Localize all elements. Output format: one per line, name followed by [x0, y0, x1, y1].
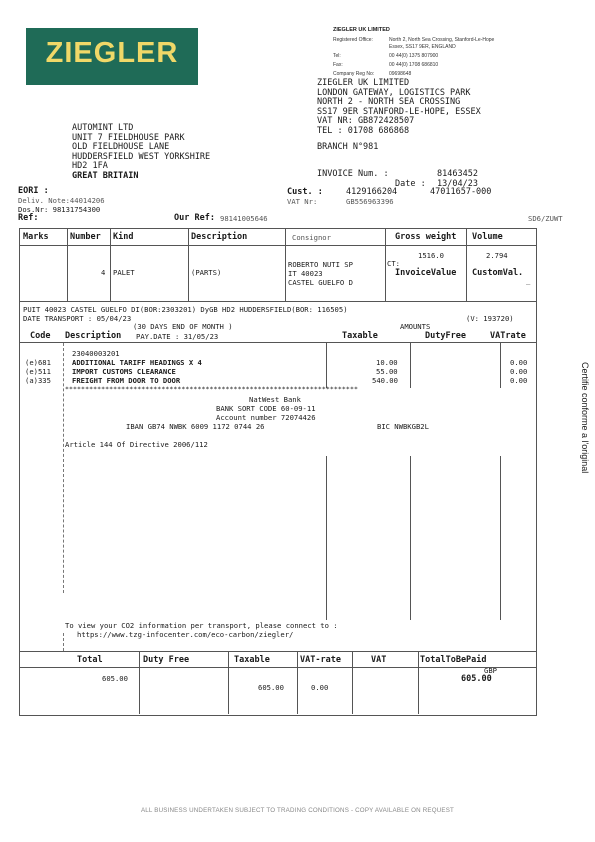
divider	[410, 343, 411, 388]
address-line: NORTH 2 - NORTH SEA CROSSING	[317, 97, 461, 108]
col-marks: Marks	[23, 232, 49, 242]
bank-account: Account number 72074426	[216, 413, 316, 422]
cust-number: 4129166204	[346, 187, 398, 197]
doc-code: SD6/ZUWT	[528, 214, 563, 223]
vat-label: VAT Nr:	[287, 197, 318, 206]
company-header-name: ZIEGLER UK LIMITED	[333, 27, 390, 33]
goods-description: (PARTS)	[191, 268, 222, 277]
taxable-total-value: 605.00	[258, 683, 284, 692]
currency-label: GBP	[484, 666, 497, 675]
divider	[285, 229, 286, 301]
divider	[20, 245, 536, 246]
company-detail-label: Registered Office:	[333, 37, 373, 43]
divider	[326, 343, 327, 388]
taxable-header: Taxable	[234, 655, 270, 665]
volume-value: 2.794	[486, 251, 508, 260]
total-value: 605.00	[102, 674, 128, 683]
consignor-line: ROBERTO NUTI SP	[288, 260, 353, 269]
line-description: IMPORT CUSTOMS CLEARANCE	[72, 367, 176, 376]
address-line: SS17 9ER STANFORD-LE-HOPE, ESSEX	[317, 106, 481, 117]
invoice-value-label: InvoiceValue	[395, 268, 457, 278]
line-code: (a)335	[25, 376, 51, 385]
company-detail-value: 09698648	[389, 71, 412, 77]
divider	[20, 667, 536, 668]
customs-value-label: CustomVal.	[472, 268, 524, 278]
co2-info: To view your CO2 information per transport, please connect to :	[65, 621, 338, 630]
address-line: LONDON GATEWAY, LOGISTICS PARK	[317, 87, 471, 98]
eori-label: EORI :	[18, 186, 49, 196]
vat-header: VAT	[371, 655, 387, 665]
company-detail-value: North 2, North Sea Crossing, Stanford-Le-Hope	[389, 37, 495, 43]
stars-separator: *************************************************************************	[65, 385, 358, 393]
recipient-line: OLD FIELDHOUSE LANE	[72, 142, 170, 152]
line-vat: 0.00	[510, 367, 528, 376]
line-vat: 0.00	[510, 376, 528, 385]
divider	[228, 652, 229, 714]
payment-terms: (30 DAYS END OF MONTH )	[133, 322, 233, 331]
logo-text: ZIEGLER	[45, 37, 179, 69]
recipient-line: AUTOMINT LTD	[72, 123, 134, 133]
goods-number: 4	[101, 268, 106, 277]
our-ref-label: Our Ref:	[174, 213, 215, 223]
divider	[20, 301, 536, 302]
consignor-line: CASTEL GUELFO D	[288, 278, 353, 287]
divider	[500, 343, 501, 388]
recipient-address	[72, 124, 210, 181]
to-be-paid-header: TotalToBePaid	[420, 655, 487, 665]
company-detail-label: Company Reg No:	[333, 71, 375, 77]
line-code: (e)681	[25, 358, 51, 367]
invoice-date: 13/04/23	[437, 179, 478, 189]
line-taxable: 540.00	[372, 376, 398, 385]
divider	[385, 229, 386, 301]
recipient-line: UNIT 7 FIELDHOUSE PARK	[72, 132, 185, 143]
company-detail-label: Fax:	[333, 62, 343, 68]
line-taxable: 10.00	[376, 358, 398, 367]
invoice-number: 81463452	[437, 169, 478, 179]
divider	[188, 229, 189, 301]
bank-sort-code: BANK SORT CODE 60-09-11	[216, 404, 316, 413]
divider	[110, 229, 111, 301]
cust-label: Cust. :	[287, 187, 323, 197]
company-detail-value: 00 44(0) 1375 807900	[389, 53, 439, 59]
company-detail-value: Essex, SS17 9ER, ENGLAND	[389, 44, 456, 50]
to-be-paid-value: 605.00	[461, 674, 492, 684]
branch-number: BRANCH N°981	[317, 142, 379, 152]
goods-consignor	[288, 260, 353, 287]
vat-rate-header: VAT-rate	[300, 655, 341, 665]
line-taxable: 55.00	[376, 367, 398, 376]
route-line: PUIT 40023 CASTEL GUELFO DI(BOR:2303201) DyGB HD2 HUDDERSFIELD(BOR: 116505)	[23, 305, 348, 314]
col-taxable: Taxable	[342, 331, 378, 341]
address-line: VAT NR: GB872428507	[317, 116, 415, 127]
company-address	[317, 79, 481, 137]
col-description: Description	[191, 232, 248, 242]
ref-label: Ref:	[18, 213, 39, 223]
col-duty-free: DutyFree	[425, 331, 466, 341]
divider	[63, 343, 64, 593]
line-description: ADDITIONAL TARIFF HEADINGS X 4	[72, 358, 202, 367]
total-header: Total	[77, 655, 103, 665]
divider	[466, 229, 467, 301]
invoice-num-label: INVOICE Num. :	[317, 169, 389, 179]
company-detail-value: 00 44(0) 1708 686810	[389, 62, 439, 68]
line-code: (e)511	[25, 367, 51, 376]
goods-kind: PALET	[113, 268, 135, 277]
cust-number-2: 47011657-000	[430, 187, 492, 197]
recipient-line: HUDDERSFIELD WEST YORKSHIRE	[72, 151, 211, 162]
ziegler-logo	[26, 28, 198, 85]
divider	[352, 652, 353, 714]
line-ref: 23040003201	[72, 349, 120, 358]
route-v-ref: (V: 193720)	[466, 314, 514, 323]
gross-weight-value: 1516.0	[418, 251, 444, 260]
bank-bic: BIC NWBKGB2L	[377, 422, 429, 431]
divider	[326, 456, 327, 620]
line-vat: 0.00	[510, 358, 528, 367]
divider	[20, 342, 536, 343]
col-line-description: Description	[65, 331, 122, 341]
pay-date: PAY.DATE : 31/05/23	[136, 332, 219, 341]
delivery-note: Deliv. Note:44014206	[18, 196, 105, 205]
bank-name: NatWest Bank	[249, 395, 301, 404]
dossier-number: Dos.Nr: 98131754300	[18, 205, 101, 214]
bank-iban: IBAN GB74 NWBK 6009 1172 0744 26	[126, 422, 265, 431]
transport-date: DATE TRANSPORT : 05/04/23	[23, 314, 132, 323]
line-description: FREIGHT FROM DOOR TO DOOR	[72, 376, 181, 385]
col-code: Code	[30, 331, 51, 341]
address-line: TEL : 01708 686868	[317, 125, 410, 136]
col-kind: Kind	[113, 232, 134, 242]
ct-label: CT:	[387, 259, 400, 268]
divider	[500, 456, 501, 620]
vat-rate-value: 0.00	[311, 683, 329, 692]
divider	[410, 456, 411, 620]
col-gross-weight: Gross weight	[395, 232, 457, 242]
customs-value-dash: _	[526, 276, 531, 285]
vat-number: GB556963396	[346, 197, 394, 206]
divider	[67, 229, 68, 301]
col-vat-rate: VATrate	[490, 331, 526, 341]
divider	[418, 652, 419, 714]
recipient-line: GREAT BRITAIN	[72, 170, 139, 181]
divider	[63, 633, 64, 651]
certified-copy-note: Certifie conforme a l'original	[580, 362, 590, 474]
divider	[297, 652, 298, 714]
address-line: ZIEGLER UK LIMITED	[317, 78, 410, 88]
amounts-label: AMOUNTS	[400, 322, 431, 331]
col-volume: Volume	[472, 232, 503, 242]
footer-conditions: ALL BUSINESS UNDERTAKEN SUBJECT TO TRADING CONDITIONS - COPY AVAILABLE ON REQUEST	[140, 807, 455, 814]
col-consignor: Consignor	[292, 233, 331, 242]
company-detail-label: Tel:	[333, 53, 341, 59]
invoice-date-label: Date :	[395, 179, 426, 189]
duty-free-header: Duty Free	[143, 655, 190, 665]
recipient-line: HD2 1FA	[72, 161, 108, 171]
divider	[139, 652, 140, 714]
consignor-line: IT 40023	[288, 269, 323, 278]
article-note: Article 144 Of Directive 2006/112	[65, 440, 208, 449]
divider	[20, 651, 536, 652]
co2-link[interactable]: https://www.tzg-infocenter.com/eco-carbon/ziegler/	[77, 630, 294, 639]
our-ref-value: 98141005646	[220, 214, 268, 223]
col-number: Number	[70, 232, 101, 242]
